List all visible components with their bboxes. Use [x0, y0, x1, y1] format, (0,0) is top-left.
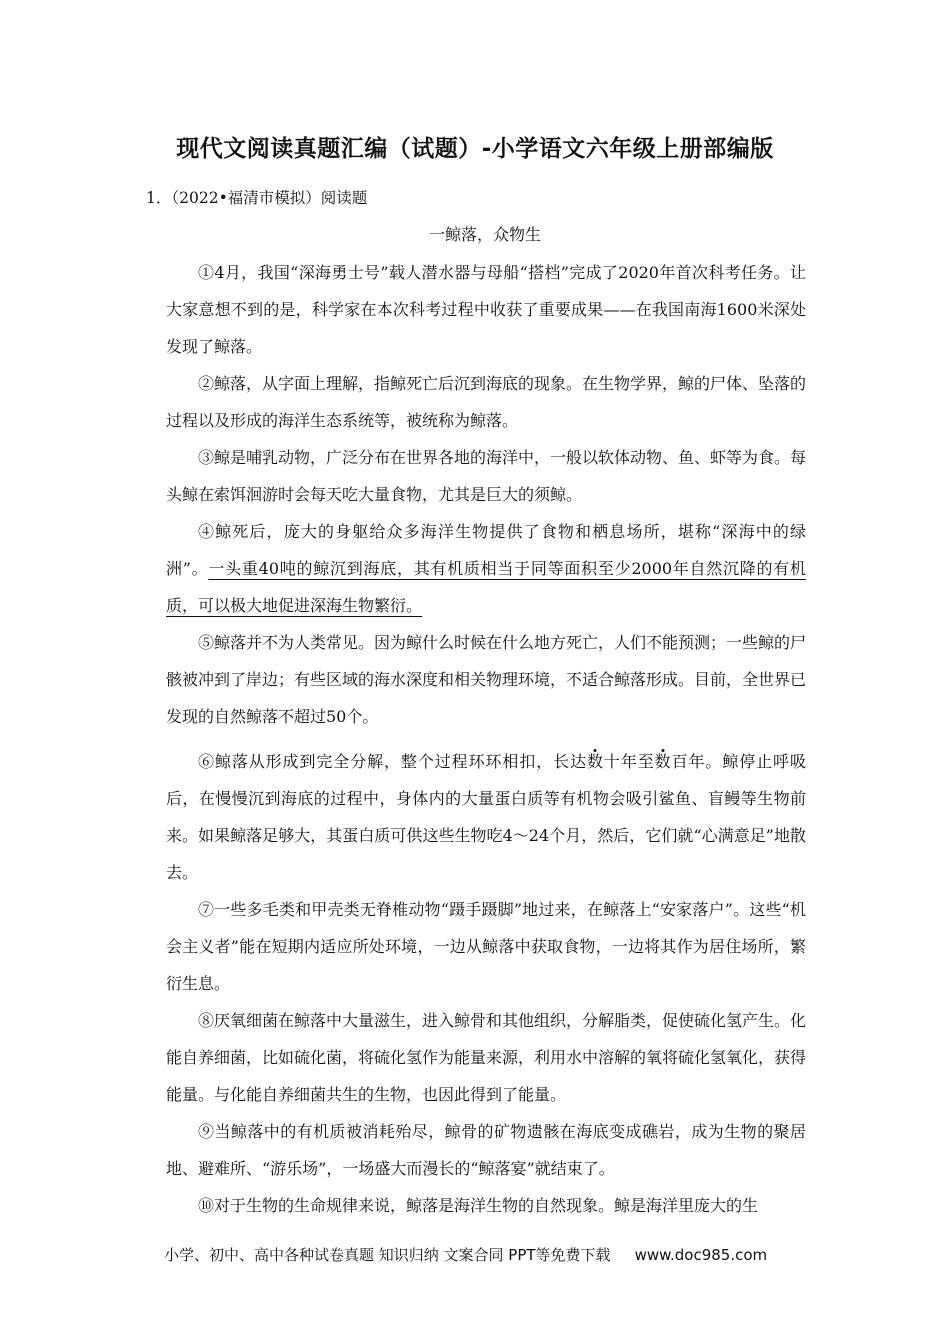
paragraph-10: ⑩对于生物的生命规律来说，鲸落是海洋生物的自然现象。鲸是海洋里庞大的生 [198, 1196, 759, 1215]
article-body [166, 254, 806, 1224]
footer-website-link[interactable]: www.doc985.com [634, 1246, 768, 1264]
question-number: 1． [146, 189, 172, 207]
page-title: 现代文阅读真题汇编（试题）-小学语文六年级上册部编版 [176, 136, 774, 162]
article-title: 一鲸落，众物生 [428, 225, 541, 244]
paragraph-9: ⑨当鲸落中的有机质被消耗殆尽，鲸骨的矿物遗骸在海底变成礁岩，成为生物的聚居地、避难所、“游乐场”，一场盛大而漫长的“鲸落宴”就结束了。 [166, 1122, 806, 1178]
paragraph-2: ②鲸落，从字面上理解，指鲸死亡后沉到海底的现象。在生物学界，鲸的尸体、坠落的过程以及形成的海洋生态系统等，被统称为鲸落。 [166, 374, 807, 430]
question-source: （2022•福清市模拟）阅读题 [171, 189, 368, 207]
paragraph-5: ⑤鲸落并不为人类常见。因为鲸什么时候在什么地方死亡，人们不能预测；一些鲸的尸骸被冲到了岸边；有些区域的海水深度和相关物理环境，不适合鲸落形成。目前，全世界已发现的自然鲸落不超过50个。 [166, 633, 807, 726]
paragraph-8: ⑧厌氧细菌在鲸落中大量滋生，进入鲸骨和其他组织，分解脂类，促使硫化氢产生。化能自养细菌，比如硫化菌，将硫化氢作为能量来源，利用水中溶解的氧将硫化氢氧化，获得能量。与化能自养细菌共生的生物，也因此得到了能量。 [166, 1011, 807, 1104]
paragraph-7: ⑦一些多毛类和甲壳类无脊椎动物“蹑手蹑脚”地过来，在鲸落上“安家落户”。这些“机会主义者”能在短期内适应所处环境，一边从鲸落中获取食物，一边将其作为居住场所，繁衍生息。 [166, 900, 806, 993]
page-footer [164, 1244, 767, 1265]
paragraph-4 [166, 513, 806, 624]
underlined-sentence: 一头重40吨的鲸沉到海底，其有机质相当于同等面积至少2000年自然沉降的有机质，可以极大地促进深海生物繁衍。 [166, 559, 806, 615]
paragraph-1: ①4月，我国“深海勇士号”载人潜水器与母船“搭档”完成了2020年首次科考任务。让大家意想不到的是，科学家在本次科考过程中收获了重要成果——在我国南海1600米深处发现了鲸落。 [166, 263, 806, 356]
footer-text: 小学、初中、高中各种试卷真题 知识归纳 文案合同 PPT等免费下载 [164, 1246, 611, 1264]
paragraph-6 [166, 743, 806, 891]
emphasis-dot-char-1: 数 [586, 752, 604, 771]
paragraph-6-part-a: ⑥鲸落从形成到完全分解，整个过程环环相扣，长达 [198, 752, 587, 771]
emphasis-dot-char-2: 数 [654, 752, 672, 771]
question-header [146, 186, 367, 208]
paragraph-6-part-c: 百年。鲸停止呼吸后，在慢慢沉到海底的过程中，身体内的大量蛋白质等有机物会吸引鲨鱼、盲鳗等生物前来。如果鲸落足够大，其蛋白质可供这些生物吃4～24个月，然后，它们就“心满意足”地散去。 [166, 752, 806, 882]
paragraph-3: ③鲸是哺乳动物，广泛分布在世界各地的海洋中，一般以软体动物、鱼、虾等为食。每头鲸在索饵洄游时会每天吃大量食物，尤其是巨大的须鲸。 [166, 448, 807, 504]
paragraph-4-text: ④鲸死后，庞大的身躯给众多海洋生物提供了食物和栖息场所，堪称“深海中的绿洲”。 [166, 522, 806, 578]
paragraph-6-part-b: 十年至 [603, 752, 655, 771]
